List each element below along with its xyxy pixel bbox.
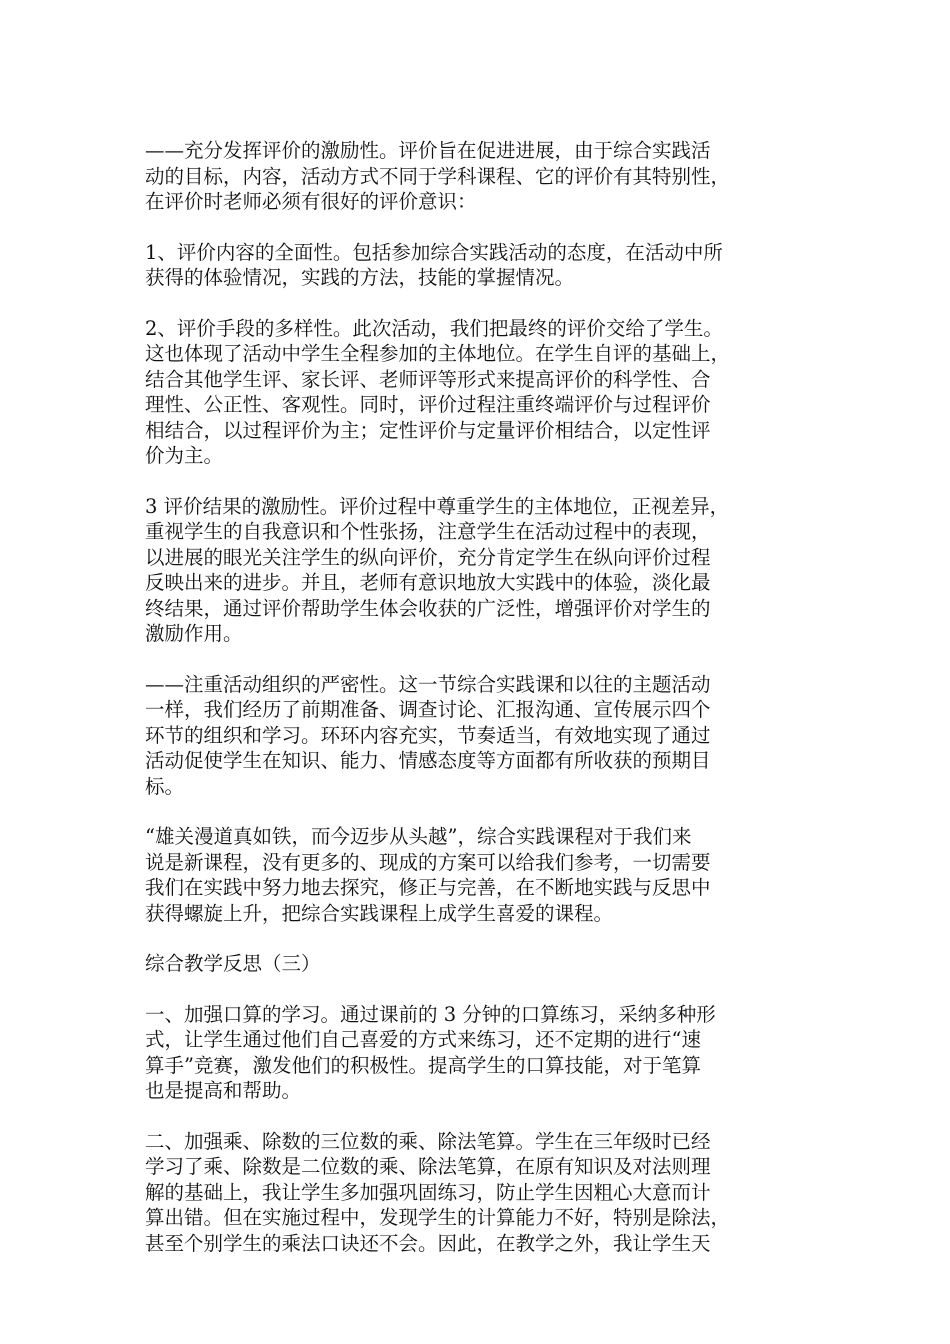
text-line: 标。 <box>145 774 185 798</box>
text-line: 这也体现了活动中学生全程参加的主体地位。在学生自评的基础上， <box>145 342 731 365</box>
text-line: 环节的组织和学习。环环内容充实，节奏适当，有效地实现了通过 <box>145 723 711 747</box>
paragraph <box>145 494 810 647</box>
text-line: 价为主。 <box>145 444 224 467</box>
text-line: 2、评价手段的多样性。此次活动，我们把最终的评价交给了学生。 <box>145 316 723 340</box>
text-line: 学习了乘、除数是二位数的乘、除法笔算，在原有知识及对法则理 <box>145 1155 711 1178</box>
paragraph <box>145 240 810 291</box>
text-line: ——充分发挥评价的激励性。评价旨在促进进展，由于综合实践活 <box>145 139 711 162</box>
text-line: 解的基础上，我让学生多加强巩固练习，防止学生因粗心大意而计 <box>145 1180 711 1204</box>
text-line: “雄关漫道真如铁，而今迈步从头越”，综合实践课程对于我们来 <box>145 825 692 848</box>
paragraph <box>145 1002 810 1104</box>
text-line: 获得螺旋上升，把综合实践课程上成学生喜爱的课程。 <box>145 901 614 925</box>
text-line: 一样，我们经历了前期准备、调查讨论、汇报沟通、宣传展示四个 <box>145 698 711 721</box>
paragraph <box>145 951 810 977</box>
text-line: 活动促使学生在知识、能力、情感态度等方面都有所收获的预期目 <box>145 749 711 772</box>
text-line: 相结合，以过程评价为主；定性评价与定量评价相结合，以定性评 <box>145 418 711 442</box>
text-line: 动的目标，内容，活动方式不同于学科课程、它的评价有其特别性， <box>145 164 731 188</box>
text-line: 式，让学生通过他们自己喜爱的方式来练习，还不定期的进行“速 <box>145 1028 701 1051</box>
document-body <box>145 138 810 1281</box>
text-line: 甚至个别学生的乘法口诀还不会。因此，在教学之外，我让学生天 <box>145 1231 711 1255</box>
text-line: ——注重活动组织的严密性。这一节综合实践课和以往的主题活动 <box>145 672 711 696</box>
text-line: 一、加强口算的学习。通过课前的 3 分钟的口算练习，采纳多种形 <box>145 1002 716 1026</box>
text-line: 1、评价内容的全面性。包括参加综合实践活动的态度，在活动中所 <box>145 240 723 264</box>
paragraph <box>145 824 810 926</box>
text-line: 3 评价结果的激励性。评价过程中尊重学生的主体地位，正视差异， <box>145 494 730 518</box>
text-line: 终结果，通过评价帮助学生体会收获的广泛性，增强评价对学生的 <box>145 596 711 620</box>
text-line: 我们在实践中努力地去探究，修正与完善，在不断地实践与反思中 <box>145 876 711 899</box>
text-line: 说是新课程，没有更多的、现成的方案可以给我们参考，一切需要 <box>145 850 711 874</box>
paragraph <box>145 316 810 469</box>
paragraph <box>145 672 810 800</box>
paragraph <box>145 1129 810 1257</box>
text-line: 获得的体验情况，实践的方法，技能的掌握情况。 <box>145 266 575 289</box>
text-line: 重视学生的自我意识和个性张扬，注意学生在活动过程中的表现， <box>145 520 711 543</box>
text-line: 综合教学反思（三） <box>145 952 321 975</box>
text-line: 也是提高和帮助。 <box>145 1079 302 1102</box>
text-line: 算手”竞赛，激发他们的积极性。提高学生的口算技能，对于笔算 <box>145 1053 701 1077</box>
text-line: 结合其他学生评、家长评、老师评等形式来提高评价的科学性、合 <box>145 367 711 391</box>
paragraph <box>145 138 810 215</box>
text-line: 反映出来的进步。并且，老师有意识地放大实践中的体验，淡化最 <box>145 571 711 594</box>
text-line: 激励作用。 <box>145 622 243 645</box>
text-line: 二、加强乘、除数的三位数的乘、除法笔算。学生在三年级时已经 <box>145 1129 711 1153</box>
text-line: 算出错。但在实施过程中，发现学生的计算能力不好，特别是除法， <box>145 1206 731 1229</box>
text-line: 理性、公正性、客观性。同时，评价过程注重终端评价与过程评价 <box>145 393 711 416</box>
text-line: 以进展的眼光关注学生的纵向评价，充分肯定学生在纵向评价过程 <box>145 545 711 569</box>
text-line: 在评价时老师必须有很好的评价意识： <box>145 190 477 213</box>
